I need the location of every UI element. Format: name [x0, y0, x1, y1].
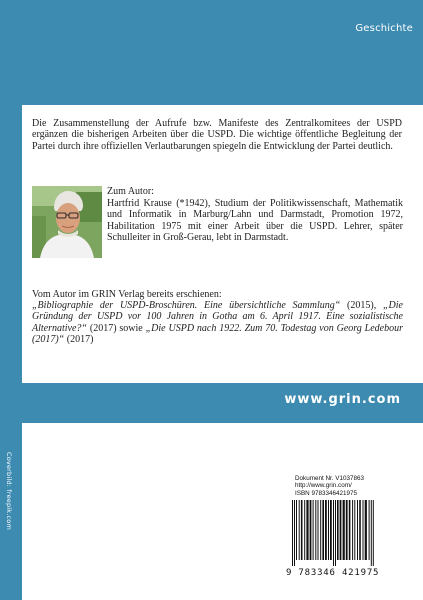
barcode-bar — [304, 500, 305, 560]
barcode-bar — [333, 500, 334, 566]
website-band — [22, 383, 423, 423]
author-label: Zum Autor: — [107, 186, 154, 197]
barcode — [290, 500, 400, 566]
publisher-url: http://www.grin.com/ — [295, 482, 352, 490]
barcode-bar — [306, 500, 308, 560]
barcode-bar — [346, 500, 348, 560]
website-url[interactable]: www.grin.com — [284, 392, 401, 407]
author-bio: Hartfrid Krause (*1942), Studium der Politikwissenschaft, Mathematik und Informatik in Marburg/Lahn und Darmstadt, Promotion 1972, Habilitation 1975 mit einer Arbeit über die USPD. Lehrer, später Schulleiter in Groß-Gerau, lebt in Darmstadt. — [107, 198, 403, 243]
barcode-bar — [330, 500, 332, 560]
barcode-bar — [365, 500, 367, 560]
barcode-bar — [357, 500, 358, 560]
barcode-bar — [301, 500, 303, 560]
barcode-bar — [363, 500, 364, 560]
barcode-bar — [296, 500, 297, 560]
barcode-bar — [310, 500, 312, 560]
barcode-bar — [299, 500, 300, 560]
barcode-bar — [373, 500, 374, 566]
barcode-bar — [337, 500, 339, 560]
other-work-title: „Bibliographie der USPD-Broschüren. Eine übersichtliche Sammlung“ — [32, 300, 341, 311]
barcode-bar — [354, 500, 355, 560]
other-work-title: „Die Gründung der USPD vor 100 Jahren in Gotha am 6. April 1917. Eine sozialistische Alternative?“ — [32, 300, 403, 334]
author-photo — [32, 186, 102, 258]
barcode-bar — [294, 500, 295, 566]
barcode-bar — [318, 500, 319, 560]
other-work-title: „Die USPD nach 1922. Zum 70. Todestag von Georg Ledebour (2017)“ — [32, 322, 403, 345]
isbn: ISBN 9783346421975 — [295, 489, 357, 497]
barcode-bar — [369, 500, 370, 560]
barcode-bar — [313, 500, 314, 560]
cover-image-credit — [5, 452, 17, 532]
other-work-year: (2017) — [64, 333, 94, 345]
document-number: Dokument Nr. V1037863 — [295, 475, 364, 482]
category-label: Geschichte — [355, 23, 413, 34]
barcode-bar — [335, 500, 336, 566]
barcode-bar — [315, 500, 316, 560]
other-works-list — [32, 300, 403, 345]
barcode-panel — [278, 453, 408, 588]
barcode-bar — [292, 500, 293, 566]
barcode-bar — [352, 500, 353, 560]
barcode-bar — [328, 500, 329, 560]
barcode-bar — [343, 500, 345, 560]
barcode-bar — [359, 500, 361, 560]
barcode-bar — [322, 500, 324, 560]
other-work-year: (2017) sowie — [87, 322, 146, 334]
intro-paragraph: Die Zusammenstellung der Aufrufe bzw. Manifeste des Zentralkomitees der USPD ergänzen die bisherigen Arbeiten über die USPD. Die wichtige öffentliche Begleitung der Partei durch ihre offiziellen Verlautbarungen spiegeln die Entwicklung der Partei deutlich. — [32, 118, 402, 152]
other-work-year: (2015), — [340, 300, 383, 311]
top-band — [0, 0, 423, 105]
barcode-bar — [371, 500, 372, 566]
barcode-bar — [325, 500, 327, 560]
barcode-bar — [320, 500, 321, 560]
barcode-bar — [340, 500, 342, 560]
other-works-heading: Vom Autor im GRIN Verlag bereits erschienen: — [32, 289, 222, 300]
barcode-digits: 9 783346 421975 — [286, 568, 380, 578]
cover-image-credit-text: Coverbild: freepik.com — [5, 452, 13, 531]
barcode-meta — [295, 475, 364, 497]
barcode-bar — [349, 500, 351, 560]
